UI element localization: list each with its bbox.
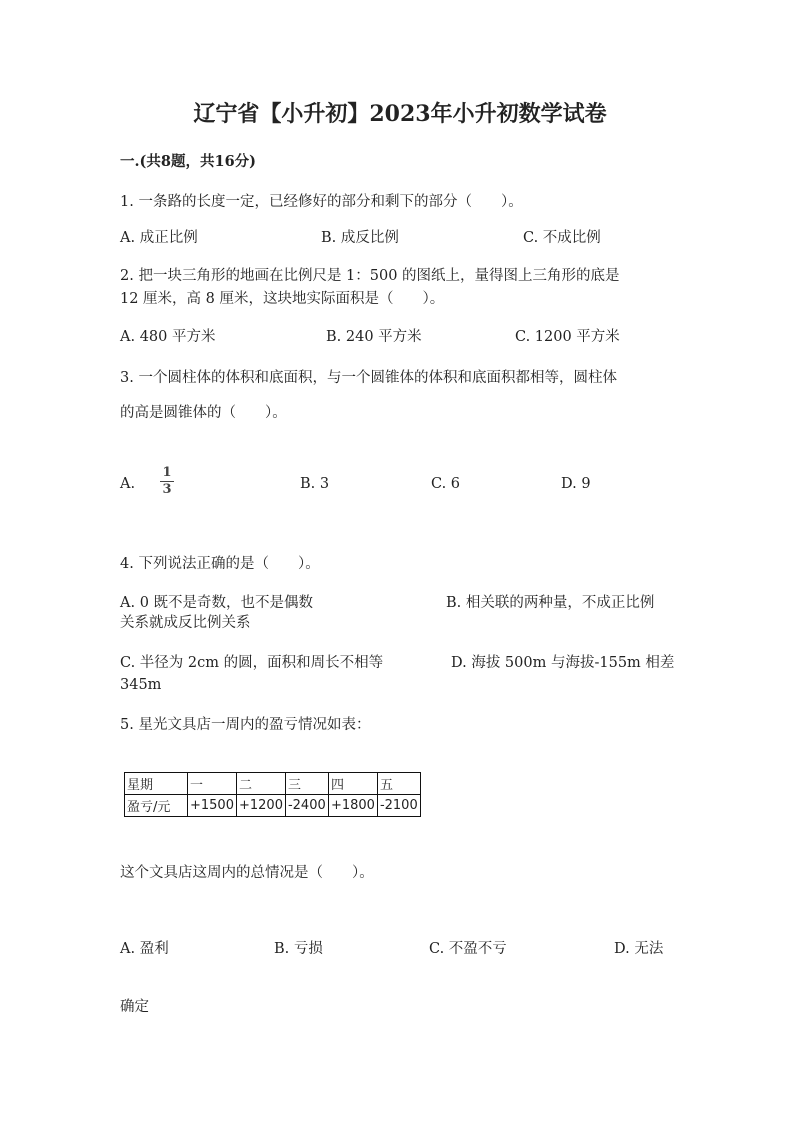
q4-option-b-line2: 关系就成反比例关系 <box>120 615 251 631</box>
q5-option-a: A. 盈利 <box>120 941 169 957</box>
question-4-stem: 4. 下列说法正确的是（ ）。 <box>120 556 320 572</box>
question-2-stem-line1: 2. 把一块三角形的地画在比例尺是 1：500 的图纸上，量得图上三角形的底是 <box>120 268 620 284</box>
q2-option-a: A. 480 平方米 <box>120 329 216 345</box>
q5-option-d-wrap: 确定 <box>120 999 149 1015</box>
q5-option-c: C. 不盈不亏 <box>429 941 507 957</box>
question-1-stem: 1. 一条路的长度一定，已经修好的部分和剩下的部分（ ）。 <box>120 194 523 210</box>
fraction-denominator: 3 <box>162 482 172 497</box>
q1-option-a: A. 成正比例 <box>120 230 198 246</box>
q4-option-a: A. 0 既不是奇数，也不是偶数 <box>120 595 314 611</box>
question-5-prompt: 这个文具店这周内的总情况是（ ）。 <box>120 865 374 881</box>
table-cell: 五 <box>377 773 420 795</box>
table-cell: 四 <box>328 773 377 795</box>
q3-option-c: C. 6 <box>431 476 461 492</box>
q2-option-b: B. 240 平方米 <box>326 329 422 345</box>
q4-option-d-line2: 345m <box>120 677 162 693</box>
q2-option-c: C. 1200 平方米 <box>515 329 620 345</box>
table-header-row <box>125 773 421 795</box>
q1-option-b: B. 成反比例 <box>321 230 399 246</box>
page-title: 辽宁省【小升初】2023年小升初数学试卷 <box>193 101 607 127</box>
q5-option-d: D. 无法 <box>614 941 664 957</box>
table-cell: 盈亏/元 <box>125 795 188 817</box>
question-3-stem-line2: 的高是圆锥体的（ ）。 <box>120 405 287 421</box>
fraction-numerator: 1 <box>162 465 172 480</box>
q3-option-a-label: A. <box>120 476 136 492</box>
table-cell: -2400 <box>285 795 328 817</box>
section-heading: 一.(共8题，共16分) <box>120 153 257 170</box>
q5-option-b: B. 亏损 <box>274 941 323 957</box>
q3-option-a-fraction <box>160 466 174 497</box>
q4-option-c: C. 半径为 2cm 的圆，面积和周长不相等 <box>120 655 384 671</box>
q3-option-b: B. 3 <box>300 476 330 492</box>
table-cell: 一 <box>188 773 237 795</box>
table-cell: 三 <box>285 773 328 795</box>
table-cell: +1200 <box>236 795 285 817</box>
table-cell: 星期 <box>125 773 188 795</box>
q4-option-b-line1: B. 相关联的两种量，不成正比例 <box>446 595 655 611</box>
table-cell: 二 <box>236 773 285 795</box>
question-3-stem-line1: 3. 一个圆柱体的体积和底面积，与一个圆锥体的体积和底面积都相等，圆柱体 <box>120 370 617 386</box>
table-row <box>125 795 421 817</box>
question-2-stem-line2: 12 厘米，高 8 厘米，这块地实际面积是（ ）。 <box>120 291 445 307</box>
q1-option-c: C. 不成比例 <box>523 230 601 246</box>
table-cell: +1800 <box>328 795 377 817</box>
question-5-stem: 5. 星光文具店一周内的盈亏情况如表： <box>120 717 371 733</box>
table-cell: -2100 <box>377 795 420 817</box>
q4-option-d-line1: D. 海拔 500m 与海拔-155m 相差 <box>451 655 675 671</box>
profit-loss-table <box>124 772 421 817</box>
table-cell: +1500 <box>188 795 237 817</box>
q3-option-d: D. 9 <box>561 476 591 492</box>
